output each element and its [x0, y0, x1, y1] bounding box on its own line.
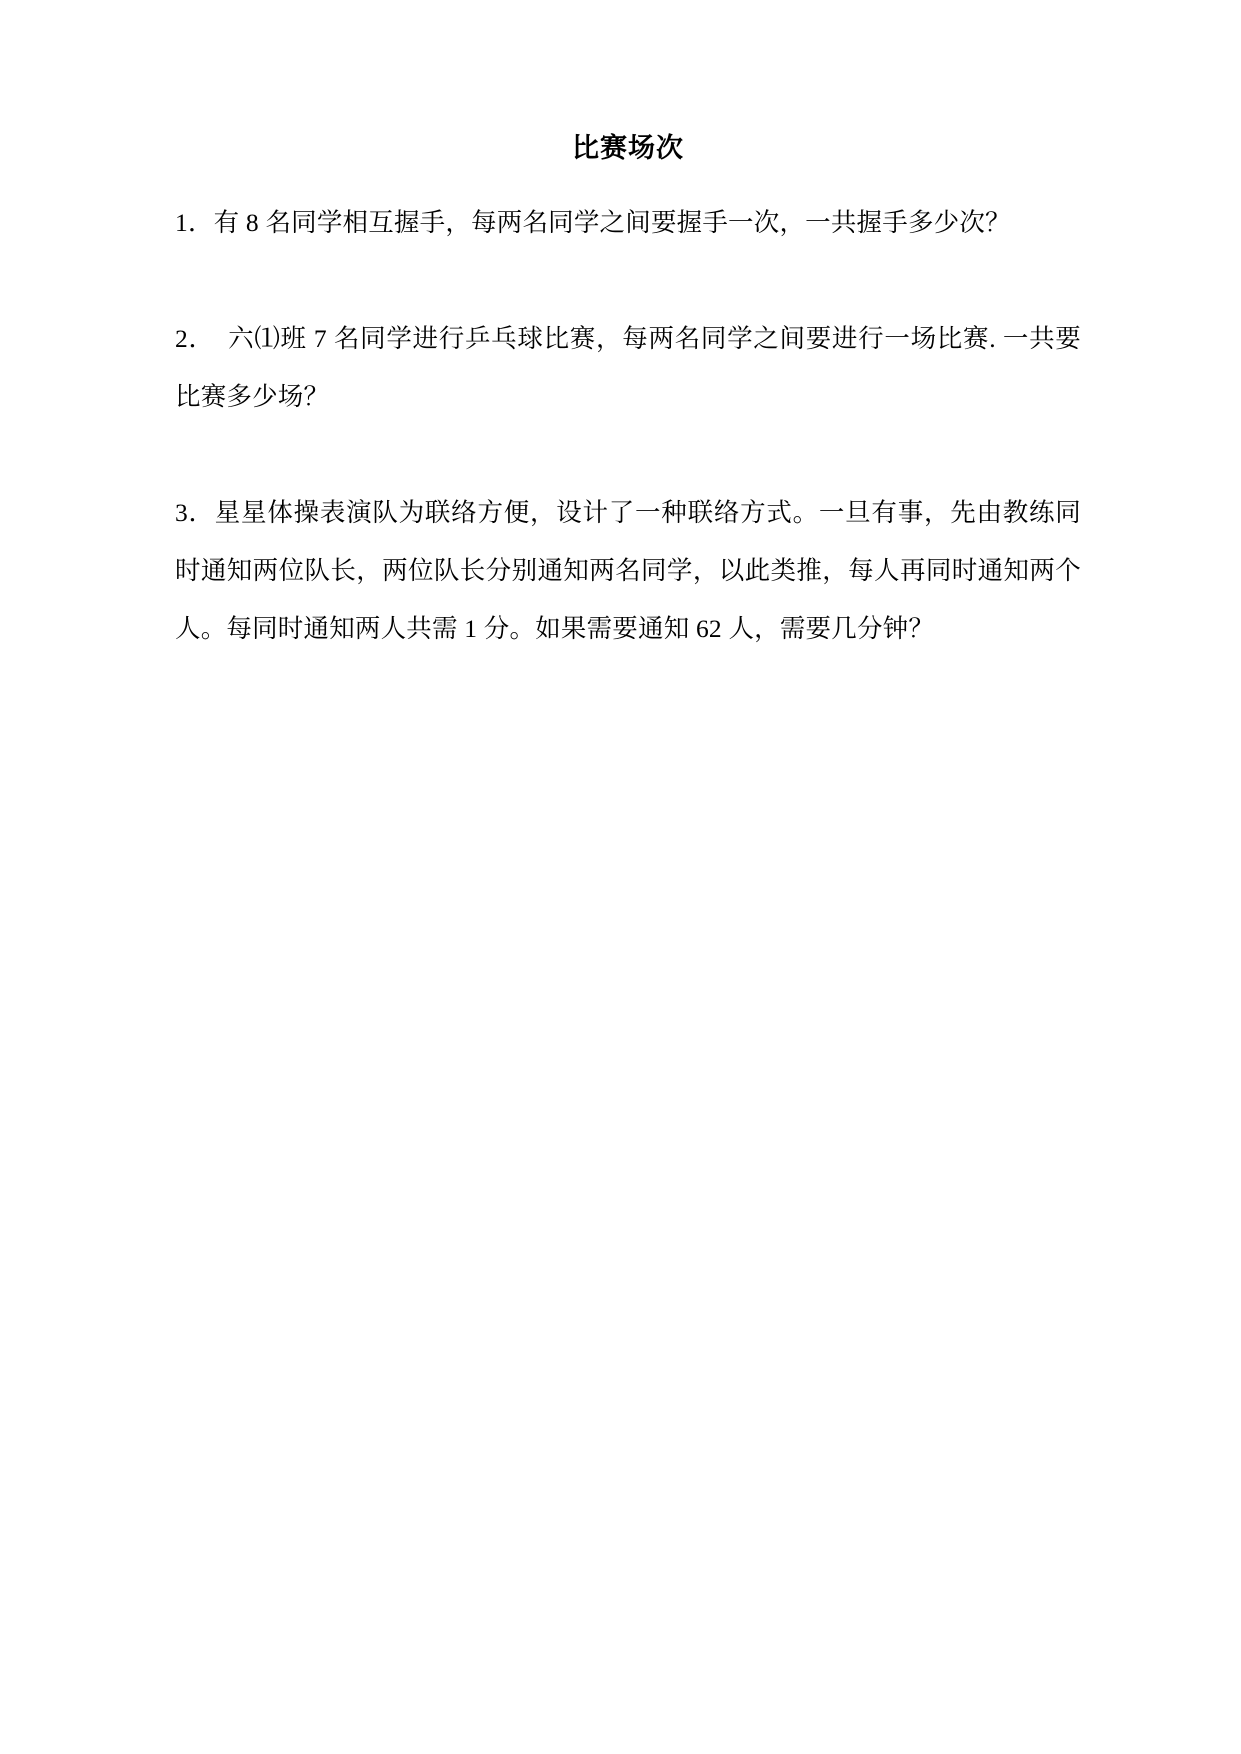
question-item-3	[175, 484, 1081, 658]
question-item-1	[175, 194, 1081, 252]
page-title: 比赛场次	[572, 133, 684, 163]
question-text: 2． 六⑴班 7 名同学进行乒乓球比赛，每两名同学之间要进行一场比赛. 一共要比赛多少场？	[175, 323, 1081, 412]
question-text: 1．有 8 名同学相互握手，每两名同学之间要握手一次，一共握手多少次？	[175, 207, 1011, 237]
question-item-2	[175, 310, 1081, 426]
question-text: 3．星星体操表演队为联络方便，设计了一种联络方式。一旦有事，先由教练同时通知两位队长，两位队长分别通知两名同学，以此类推，每人再同时通知两个人。每同时通知两人共需 1 分。如果需要通知 62 人，需要几分钟？	[175, 498, 1081, 644]
